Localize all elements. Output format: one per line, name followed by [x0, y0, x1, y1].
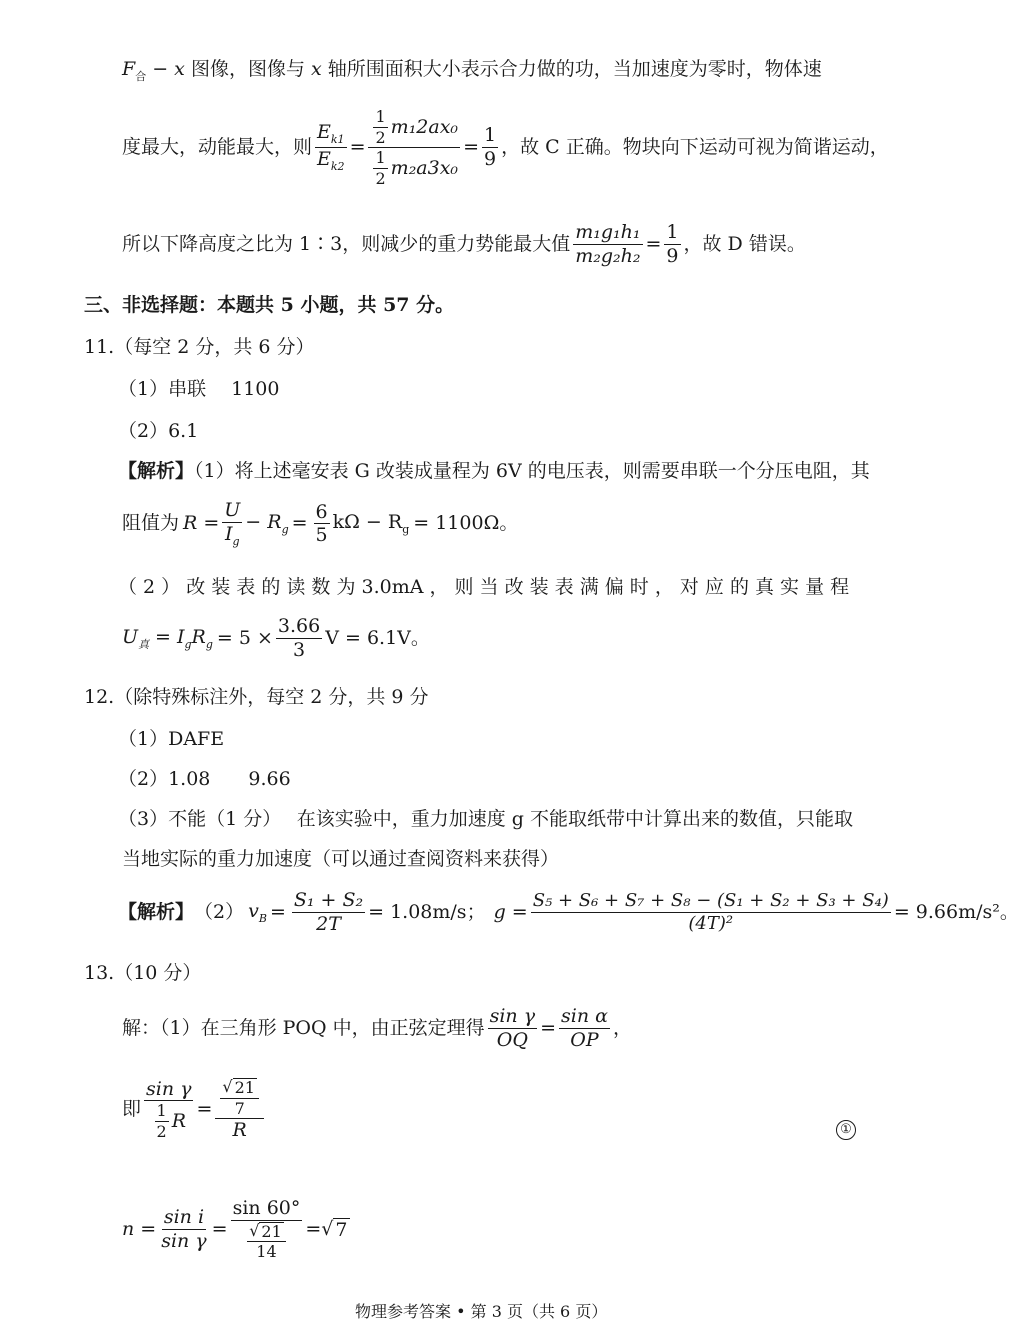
sin-i-over-sin-gamma: $\frac{\text{sin i}}{\text{sin γ}}$ — [161, 1206, 207, 1253]
sin-gamma-over-oq: $\frac{\text{sin γ}}{OQ}$ — [489, 1005, 536, 1051]
q13-heading: 13.（10 分） — [84, 962, 202, 984]
q12-answer-3b: 当地实际的重力加速度（可以通过查阅资料来获得） — [122, 848, 560, 870]
section-heading: 三、非选择题：本题共 5 小题，共 57 分。 — [84, 294, 455, 316]
pe-ratio-fraction: $\frac{\text{m₁g₁h₁}}{\text{m₂g₂h₂}}$ — [575, 221, 641, 267]
sin-alpha-over-op: $\frac{\text{sin α}}{OP}$ — [561, 1005, 608, 1051]
sqrt21-over-7r: √ 21 7 R — [215, 1078, 264, 1141]
q11-answer-2: （2）6.1 — [118, 420, 199, 442]
q12-heading: 12.（除特殊标注外，每空 2 分，共 9 分 — [84, 686, 429, 708]
q12-answer-2: （2）1.08 9.66 — [118, 768, 291, 790]
para-line-1-text: 图像，图像与 x 轴所围面积大小表示合力做的功，当加速度为零时，物体速 — [190, 58, 822, 80]
q12-answer-1: （1）DAFE — [118, 728, 225, 750]
u-over-ig: $\frac{U}{I_g}$ — [224, 499, 241, 548]
q13-step-2: 即 sin γ $\frac{1}{2}$ R = √ 21 7 R — [122, 1078, 267, 1141]
g-fraction: $\frac{\text{S₅ + S₆ + S₇ + S₈ − (S₁ + S₂ + S₃ + S₄)}}{\text{(4T)²}}$ — [532, 890, 889, 934]
para-line-1 — [122, 58, 822, 83]
q11-heading: 11.（每空 2 分，共 6 分） — [84, 336, 315, 358]
sin-gamma-over-half-r: sin γ $\frac{1}{2}$ R — [146, 1077, 192, 1141]
q13-step-1: 解：（1）在三角形 POQ 中，由正弦定理得 $\frac{\text{sin γ}}{OQ}$ = $\frac{\text{sin α}}{OP}$ ， — [122, 1005, 632, 1051]
q12-answer-3: （3）不能（1 分） 在该实验中，重力加速度 g 不能取纸带中计算出来的数值，只能取 — [118, 808, 853, 830]
sin60-fraction: sin 60° √ 21 14 — [232, 1197, 301, 1262]
q12-analysis: 【解析】 （2） $v_B$ = $\frac{\text{S₁ + S₂}}{2T}$ = 1.08m/s ； g = $\frac{\text{S₅ + S₆ + S₇ + S₈ − (S₁ + S₂ + S₃ + S₄)}}{\text{(4T)²}}$ = 9.66m/s² 。 — [118, 889, 1019, 935]
para-line-3: 所以下降高度之比为 1∶3，则减少的重力势能最大值 $\frac{\text{m₁g₁h₁}}{\text{m₂g₂h₂}}$ = $\frac{1}{9}$ ，故 D 错误。 — [122, 221, 806, 267]
one-ninth-2: $\frac{1}{9}$ — [666, 221, 679, 267]
vb-fraction: $\frac{\text{S₁ + S₂}}{2T}$ — [293, 889, 364, 935]
work-ratio-fraction: $\frac{1}{2}$ m₁2ax₀ $\frac{1}{2}$ m₂a3x₀ — [368, 108, 460, 187]
q11-analysis-4: $U_真$ = $I_gR_g$ = 5 × $\frac{3.66}{3}$ V = 6.1V 。 — [122, 615, 430, 661]
q11-analysis-3: （ 2 ） 改 装 表 的 读 数 为 3.0mA ， 则 当 改 装 表 满 偏 时 ， 对 应 的 真 实 量 程 — [118, 576, 850, 598]
equation-marker-1: ① — [836, 1116, 856, 1140]
page-footer: 物理参考答案 • 第 3 页（共 6 页） — [355, 1302, 608, 1321]
one-ninth: $\frac{1}{9}$ — [483, 124, 497, 171]
q11-analysis-1: 【解析】（1）将上述毫安表 G 改装成量程为 6V 的电压表，则需要串联一个分压电阻，其 — [118, 460, 870, 482]
q11-analysis-2: 阻值为 R = $\frac{U}{I_g}$ − $R_g$ = $\frac{6}{5}$ $k\Omega - R_g$ = 1100Ω 。 — [122, 499, 519, 548]
ek-ratio-fraction: $\frac{E_{k1}}{E_{k2}}$ — [317, 121, 345, 173]
q11-answer-1: （1）串联 1100 — [118, 378, 280, 400]
366-over-3: $\frac{3.66}{3}$ — [277, 615, 321, 661]
six-fifths: $\frac{6}{5}$ — [315, 500, 328, 547]
para-line-2: 度最大，动能最大，则 $\frac{E_{k1}}{E_{k2}}$ = $\frac{1}{2}$ m₁2ax₀ $\frac{1}{2}$ m₂a3x₀ = $\frac{1}{9}$ ，故 C 正确。物块向下运动可视为简谐运动， — [122, 107, 889, 188]
formula-F-he: $F_合 - x$ — [122, 58, 185, 83]
q13-step-3: n = $\frac{\text{sin i}}{\text{sin γ}}$ = sin 60° √ 21 14 = √ 7 — [122, 1197, 348, 1262]
sqrt-7: √ 7 — [321, 1217, 348, 1241]
